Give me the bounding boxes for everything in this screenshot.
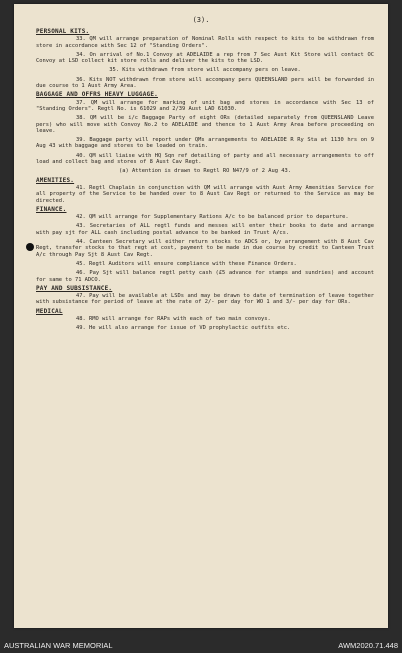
archive-footer <box>0 632 402 653</box>
section-heading: PAY AND SUBSISTANCE. <box>36 284 113 292</box>
document-body <box>36 26 374 335</box>
paragraph: 41. Regtl Chaplain in conjunction with QM will arrange with Aust Army Amenities Service for all property of the Service to be handed over to 8 Aust Cav Regt or returned to the Service as may be directed. <box>36 184 374 204</box>
paragraph-note: (a) Attention is drawn to Regtl RO N47/9 of 2 Aug 43. <box>118 168 291 175</box>
paragraph: 34. On arrival of No.1 Convoy at ADELAIDE a rep from 7 Sec Aust Kit Store will contact OC Convoy at LSD collect kit store rolls and deliver the kits to the LSD. <box>36 51 374 65</box>
page-number: (3). <box>192 16 210 24</box>
paragraph: 33. QM will arrange preparation of Nominal Rolls with respect to kits to be withdrawn from store in accordance with Sec 12 of "Standing Orders". <box>36 36 374 49</box>
paragraph: 37. QM will arrange for marking of unit bag and stores in accordance with Sec 13 of "Standing Orders". Regtl No. is 61029 and 2/39 Aust LAD 61030. <box>36 99 374 112</box>
paragraph: 35. Kits withdrawn from store will accompany pers on leave. <box>109 67 301 74</box>
paragraph: 40. QM will liaise with HQ Sqn ref detailing of party and all necessary arrangements to off load and collect bag and stores of 8 Aust Cav Regt. <box>36 152 374 166</box>
paragraph: 45. Regtl Auditors will ensure compliance with these Finance Orders. <box>76 260 297 267</box>
paragraph: 46. Pay Sjt will balance regtl petty cash (£5 advance for stamps and sundries) and account for same to 71 ADCO. <box>36 270 374 283</box>
section-heading: MEDICAL <box>36 307 63 315</box>
document-page <box>14 4 388 628</box>
section-heading: FINANCE. <box>36 205 67 213</box>
paragraph: 49. He will also arrange for issue of VD prophylactic outfits etc. <box>76 325 291 332</box>
paragraph: 44. Canteen Secretary will either return stocks to ADCS or, by arrangement with 8 Aust Cav Regt, transfer stocks to that regt at cost, payment to be made in due course by credit to Canteen Trust A/c through Pay Sjt 8 Aust Cav Regt. <box>36 239 374 258</box>
section-heading: PERSONAL KITS. <box>36 28 90 35</box>
paragraph: 39. Baggage party will report under QMs arrangements to ADELAIDE R Ry Sta at 1130 hrs on 9 Aug 43 with baggage and stores to be loaded on train. <box>36 137 374 150</box>
paragraph: 42. QM will arrange for Supplementary Rations A/c to be balanced prior to departure. <box>76 214 349 221</box>
paragraph: 48. RMO will arrange for RAPs with each of two main convoys. <box>76 315 271 322</box>
punch-hole <box>26 243 34 251</box>
section-heading: BAGGAGE AND OFFRS HEAVY LUGGAGE. <box>36 91 158 99</box>
paragraph: 36. Kits NOT withdrawn from store will accompany pers QUEENSLAND pers will be forwarded in due course to 1 Aust Army Area. <box>36 76 374 90</box>
paragraph: 38. QM will be i/c Baggage Party of eight ORs (detailed separately from QUEENSLAND Leave pers) who will move with Convoy No.2 to ADELAIDE and thence to 1 Aust Army Area before proceeding on leave. <box>36 115 374 134</box>
paragraph: 43. Secretaries of ALL regtl funds and messes will enter their books to date and arrange with pay sjt for ALL cash including postal advance to be banked in Trust A/cs. <box>36 223 374 236</box>
paragraph: 47. Pay will be available at LSDs and may be drawn to date of termination of leave together with subsistance for period of leave at the rate of 2/- per day for WO 1 and 3/- per day for ORs. <box>36 293 374 306</box>
footer-institution: AUSTRALIAN WAR MEMORIAL <box>4 641 113 650</box>
footer-accession-number: AWM2020.71.448 <box>338 641 398 650</box>
section-heading: AMENITIES. <box>36 176 75 184</box>
